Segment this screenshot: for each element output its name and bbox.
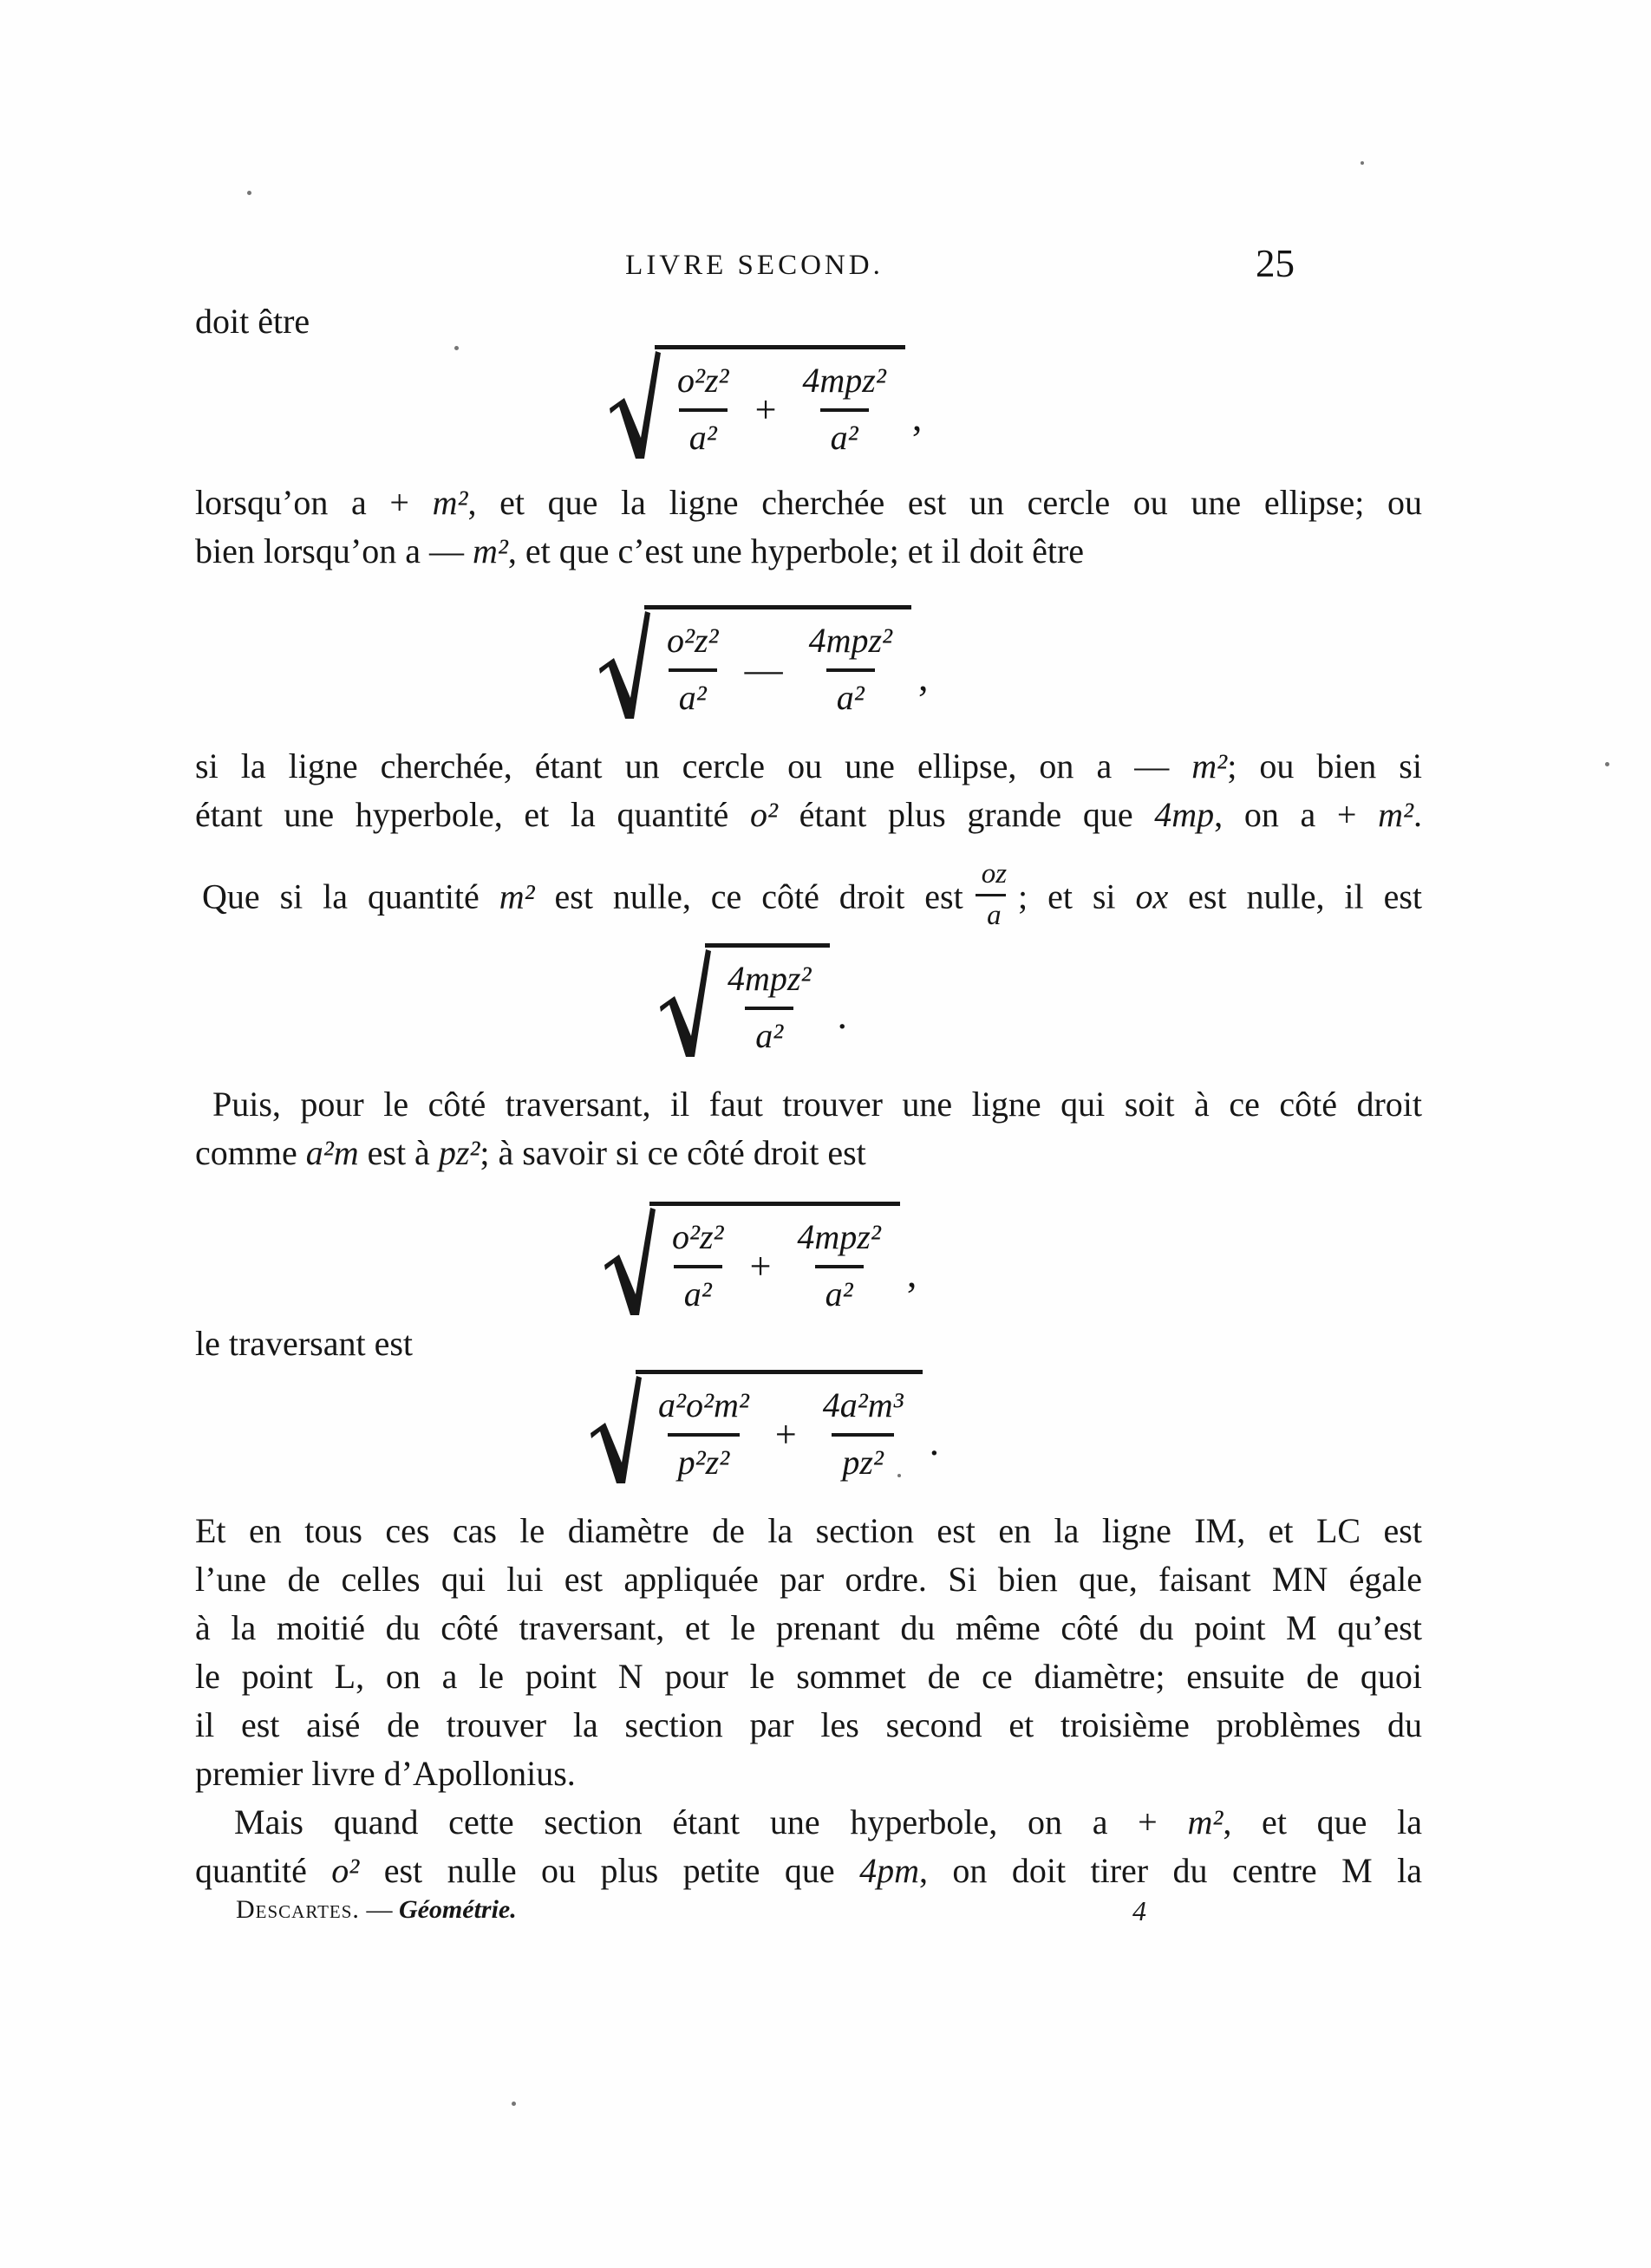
math-token: 4mp xyxy=(1154,795,1215,834)
radical-sign-icon xyxy=(607,351,661,462)
text-line xyxy=(195,1652,1422,1701)
text-run: est nulle, ce côté droit est xyxy=(534,877,963,916)
text-run: ; et si xyxy=(1018,877,1136,916)
fraction-denominator: a² xyxy=(826,668,875,717)
fraction-numerator: o²z² xyxy=(677,361,729,400)
fraction xyxy=(970,858,1011,932)
text-line xyxy=(195,527,1422,576)
paragraph xyxy=(195,297,1422,346)
formula-punctuation: , xyxy=(906,1251,917,1295)
fraction-numerator: o²z² xyxy=(667,621,719,660)
radical-sign-icon xyxy=(602,1208,656,1319)
scan-speck xyxy=(512,2102,516,2106)
text-run: comme xyxy=(195,1133,306,1172)
fraction xyxy=(648,1386,760,1482)
text-run: étant plus grande que xyxy=(777,795,1155,834)
text-line xyxy=(195,858,1422,931)
math-token: pz² xyxy=(438,1133,480,1172)
text-run: Mais quand cette section étant une hyperbole, on a + xyxy=(234,1802,1188,1841)
text-run: à la moitié du côté traversant, et le prenant du même côté du point M qu’est xyxy=(195,1608,1422,1647)
fraction-numerator: 4a²m³ xyxy=(822,1385,904,1424)
text-line xyxy=(195,1507,1422,1555)
fraction xyxy=(792,362,896,457)
text-run: si la ligne cherchée, étant un cercle ou une ellipse, on a — xyxy=(195,746,1192,785)
fraction-denominator: a² xyxy=(669,668,717,717)
fraction xyxy=(786,1218,891,1313)
fraction-numerator: oz xyxy=(981,858,1008,890)
text-run: , on doit tirer du centre M la xyxy=(918,1851,1422,1890)
fraction-denominator: a² xyxy=(745,1007,793,1055)
radical-sign-icon xyxy=(588,1376,642,1487)
formula-sqrt-1 xyxy=(607,345,922,462)
math-token: a²m xyxy=(305,1133,359,1172)
text-line xyxy=(195,791,1422,839)
formula-punctuation: . xyxy=(929,1419,940,1463)
fraction-denominator: a² xyxy=(679,408,728,457)
text-run: bien lorsqu’on a — xyxy=(195,531,473,570)
text-line xyxy=(195,1320,1422,1368)
fraction-numerator: 4mpz² xyxy=(797,1217,881,1256)
scan-speck xyxy=(897,1474,901,1477)
math-token: m² xyxy=(432,483,468,522)
text-line xyxy=(195,1847,1422,1895)
text-line xyxy=(195,1798,1422,1847)
scan-speck xyxy=(1605,762,1609,766)
paragraph xyxy=(195,1080,1422,1177)
math-token: m² xyxy=(1187,1802,1224,1841)
text-run: , on a + xyxy=(1214,795,1379,834)
text-line xyxy=(195,1080,1422,1129)
formula-punctuation: , xyxy=(918,655,929,699)
math-token: m² xyxy=(472,531,508,570)
text-line xyxy=(195,1701,1422,1750)
math-token: m² xyxy=(1378,795,1413,834)
text-line xyxy=(195,1555,1422,1604)
fraction-denominator: a² xyxy=(815,1265,864,1313)
page-number: 25 xyxy=(1256,242,1295,285)
signature-mark: 4 xyxy=(1132,1895,1146,1926)
math-token: ox xyxy=(1135,877,1169,916)
footer-author: Descartes. xyxy=(236,1895,360,1924)
text-line xyxy=(195,742,1422,791)
paragraph xyxy=(195,1507,1422,1798)
operator: + xyxy=(749,1244,772,1287)
text-line xyxy=(195,479,1422,527)
math-token: o² xyxy=(749,795,778,834)
fraction-denominator: p²z² xyxy=(668,1433,741,1482)
text-run: étant une hyperbole, et la quantité xyxy=(195,795,750,834)
fraction-numerator: 4mpz² xyxy=(808,621,893,660)
text-line xyxy=(195,297,1422,346)
text-run: il est aisé de trouver la section par les second et troisième problèmes du xyxy=(195,1705,1422,1744)
formula-punctuation: , xyxy=(911,394,923,439)
footer-dash: — xyxy=(359,1895,399,1924)
math-token: 4pm xyxy=(859,1851,919,1890)
scan-speck xyxy=(454,346,459,350)
text-line xyxy=(195,1129,1422,1177)
fraction xyxy=(656,622,729,717)
text-run: le traversant est xyxy=(195,1324,413,1363)
fraction-numerator: 4mpz² xyxy=(728,959,812,998)
formula-sqrt-2 xyxy=(597,605,929,722)
text-line xyxy=(195,1750,1422,1798)
text-run: premier livre d’Apollonius. xyxy=(195,1754,576,1793)
radicand xyxy=(655,345,905,462)
text-run: Et en tous ces cas le diamètre de la section est en la ligne IM, et LC est xyxy=(195,1511,1422,1550)
fraction xyxy=(799,622,903,717)
radicand xyxy=(644,605,911,722)
text-run: le point L, on a le point N pour le sommet de ce diamètre; ensuite de quoi xyxy=(195,1657,1422,1696)
fraction xyxy=(812,1386,914,1482)
scan-speck xyxy=(1361,161,1364,165)
paragraph xyxy=(195,858,1422,931)
fraction xyxy=(717,960,821,1055)
radicand xyxy=(636,1370,923,1487)
operator: — xyxy=(744,648,783,691)
math-token: m² xyxy=(499,877,535,916)
text-run: , et que c’est une hyperbole; et il doit être xyxy=(507,531,1085,570)
radicand xyxy=(649,1202,900,1319)
text-run: Que si la quantité xyxy=(202,877,499,916)
radical-sign-icon xyxy=(657,949,711,1060)
formula-punctuation: . xyxy=(837,993,847,1037)
formula-sqrt-4 xyxy=(602,1202,917,1319)
fraction xyxy=(662,1218,734,1313)
paragraph xyxy=(195,742,1422,839)
math-token: o² xyxy=(331,1851,360,1890)
fraction-numerator: a²o²m² xyxy=(658,1385,749,1424)
text-run: , et que la ligne cherchée est un cercle ou une ellipse; ou xyxy=(467,483,1422,522)
fraction-denominator: a xyxy=(976,894,1006,932)
text-line xyxy=(195,1604,1422,1652)
formula-sqrt-5 xyxy=(588,1370,939,1487)
radicand xyxy=(705,943,830,1060)
running-header: LIVRE SECOND. xyxy=(625,250,884,281)
text-run: est nulle, il est xyxy=(1168,877,1422,916)
text-run: . xyxy=(1413,795,1422,834)
text-run: lorsqu’on a + xyxy=(195,483,433,522)
radical-sign-icon xyxy=(597,611,650,722)
fraction-denominator: a² xyxy=(674,1265,722,1313)
text-run: Puis, pour le côté traversant, il faut trouver une ligne qui soit à ce côté droit xyxy=(212,1085,1422,1124)
paragraph xyxy=(195,1320,1422,1368)
footer-citation xyxy=(236,1895,517,1925)
math-token: m² xyxy=(1191,746,1228,785)
text-run: est nulle ou plus petite que xyxy=(359,1851,860,1890)
footer-work-title: Géométrie. xyxy=(398,1895,517,1924)
text-run: ; ou bien si xyxy=(1227,746,1422,785)
fraction-denominator: a² xyxy=(820,408,869,457)
paragraph xyxy=(195,1798,1422,1895)
formula-sqrt-3 xyxy=(657,943,847,1060)
operator: + xyxy=(754,388,777,431)
fraction-numerator: o²z² xyxy=(672,1217,724,1256)
text-run: est à xyxy=(358,1133,439,1172)
scan-speck xyxy=(247,191,251,195)
operator: + xyxy=(774,1412,797,1456)
text-run: ; à savoir si ce côté droit est xyxy=(480,1133,866,1172)
fraction xyxy=(667,362,740,457)
text-run: quantité xyxy=(195,1851,332,1890)
text-run: , et que la xyxy=(1223,1802,1422,1841)
fraction-numerator: 4mpz² xyxy=(802,361,886,400)
text-run: doit être xyxy=(195,302,310,341)
paragraph xyxy=(195,479,1422,576)
fraction-denominator: pz² xyxy=(832,1433,894,1482)
text-run: l’une de celles qui lui est appliquée par ordre. Si bien que, faisant MN égale xyxy=(195,1560,1422,1599)
